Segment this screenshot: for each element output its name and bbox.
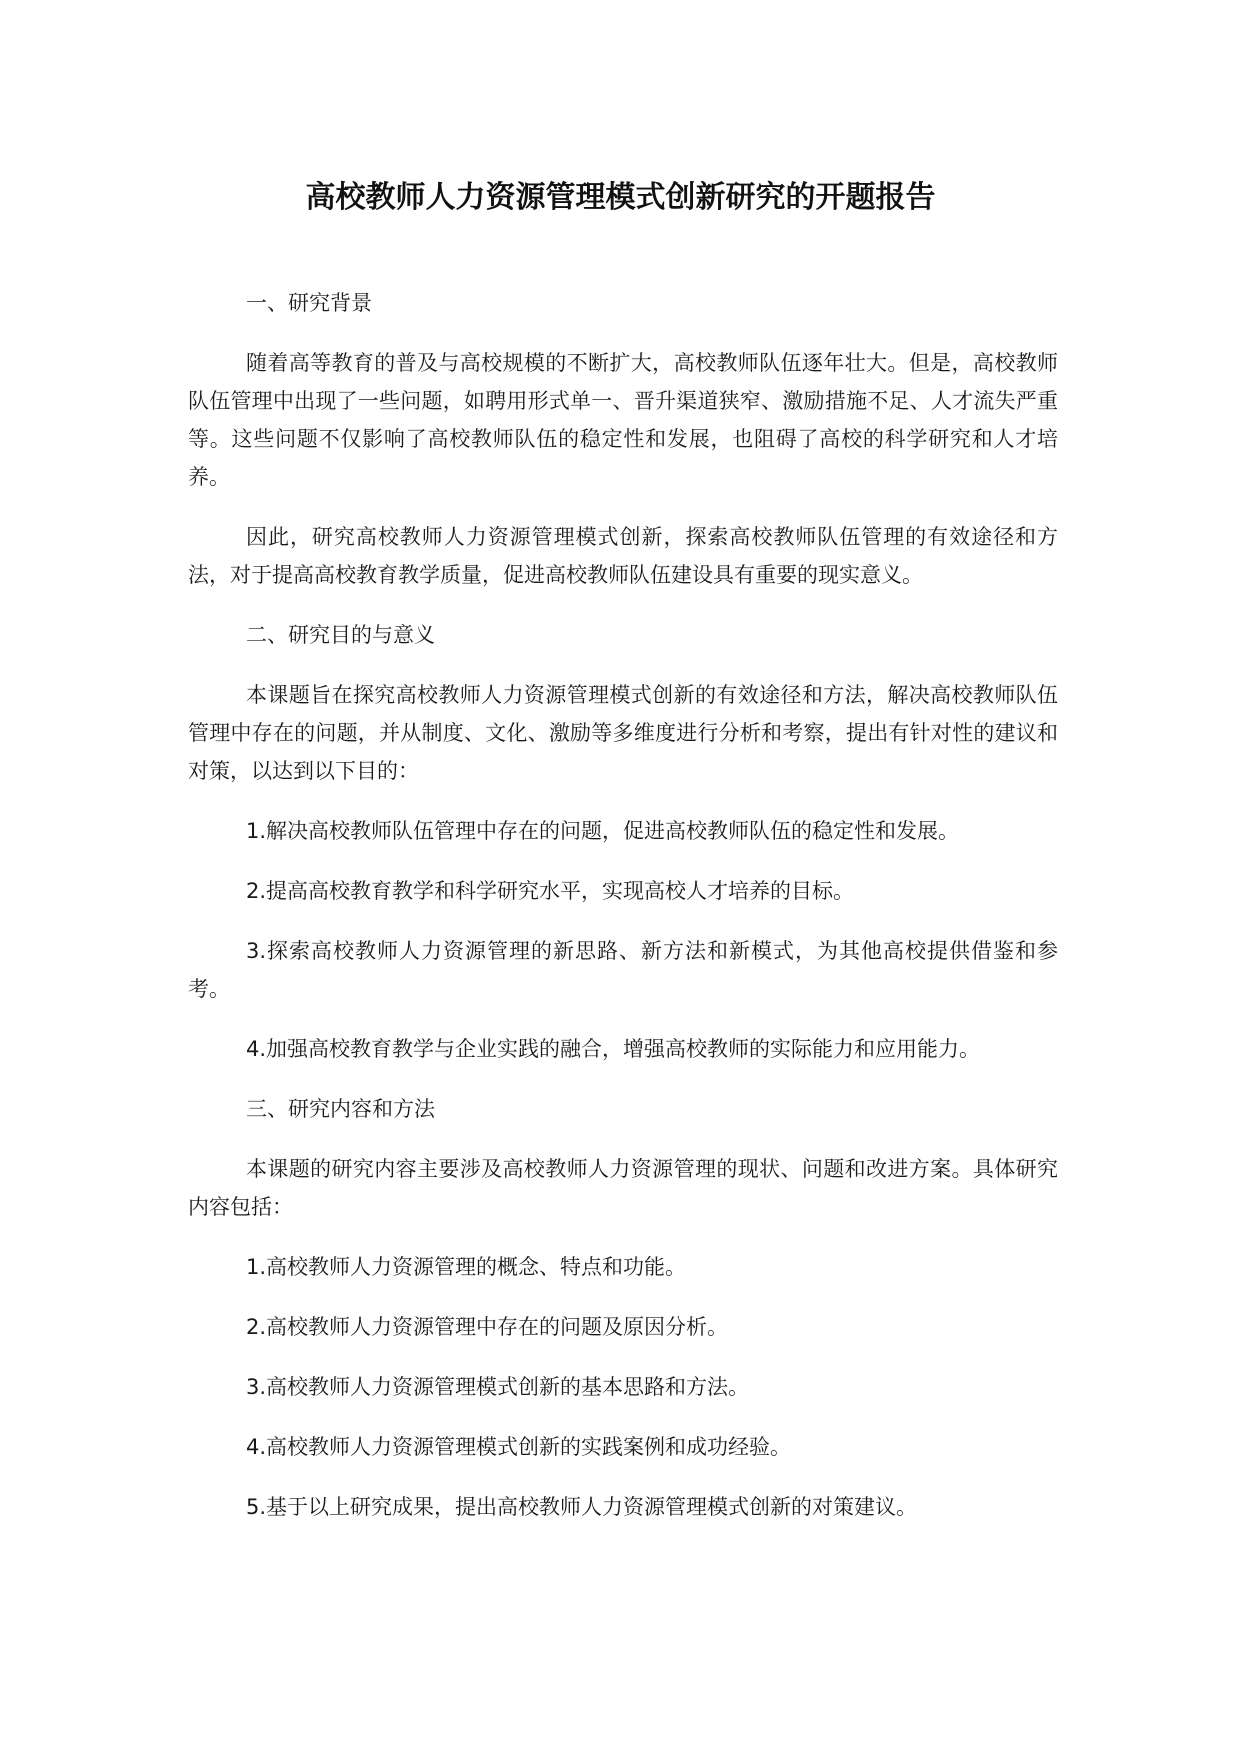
content-item-4: 4.高校教师人力资源管理模式创新的实践案例和成功经验。 — [246, 1435, 792, 1459]
paragraph-purpose-intro: 本课题旨在探究高校教师人力资源管理模式创新的有效途径和方法，解决高校教师队伍管理中存在的问题，并从制度、文化、激励等多维度进行分析和考察，提出有针对性的建议和对策，以达到以下目的： — [188, 683, 1058, 783]
section-heading-background: 一、研究背景 — [246, 291, 372, 315]
content-item-2: 2.高校教师人力资源管理中存在的问题及原因分析。 — [246, 1315, 729, 1339]
paragraph-content-intro: 本课题的研究内容主要涉及高校教师人力资源管理的现状、问题和改进方案。具体研究内容包括： — [188, 1157, 1058, 1219]
paragraph-background-2: 因此，研究高校教师人力资源管理模式创新，探索高校教师队伍管理的有效途径和方法，对于提高高校教育教学质量，促进高校教师队伍建设具有重要的现实意义。 — [188, 525, 1058, 587]
content-item-3: 3.高校教师人力资源管理模式创新的基本思路和方法。 — [246, 1375, 750, 1399]
content-item-1: 1.高校教师人力资源管理的概念、特点和功能。 — [246, 1255, 687, 1279]
content-item-5: 5.基于以上研究成果，提出高校教师人力资源管理模式创新的对策建议。 — [246, 1495, 918, 1519]
paragraph-background-1: 随着高等教育的普及与高校规模的不断扩大，高校教师队伍逐年壮大。但是，高校教师队伍管理中出现了一些问题，如聘用形式单一、晋升渠道狭窄、激励措施不足、人才流失严重等。这些问题不仅影响了高校教师队伍的稳定性和发展，也阻碍了高校的科学研究和人才培养。 — [188, 351, 1058, 489]
document-body — [188, 284, 1058, 1548]
purpose-item-1: 1.解决高校教师队伍管理中存在的问题，促进高校教师队伍的稳定性和发展。 — [246, 819, 960, 843]
section-heading-purpose: 二、研究目的与意义 — [246, 623, 435, 647]
section-heading-content: 三、研究内容和方法 — [246, 1097, 435, 1121]
purpose-item-4: 4.加强高校教育教学与企业实践的融合，增强高校教师的实际能力和应用能力。 — [246, 1037, 981, 1061]
document-title: 高校教师人力资源管理模式创新研究的开题报告 — [305, 180, 936, 215]
purpose-item-2: 2.提高高校教育教学和科学研究水平，实现高校人才培养的目标。 — [246, 879, 855, 903]
purpose-item-3: 3.探索高校教师人力资源管理的新思路、新方法和新模式，为其他高校提供借鉴和参考。 — [188, 939, 1058, 1001]
